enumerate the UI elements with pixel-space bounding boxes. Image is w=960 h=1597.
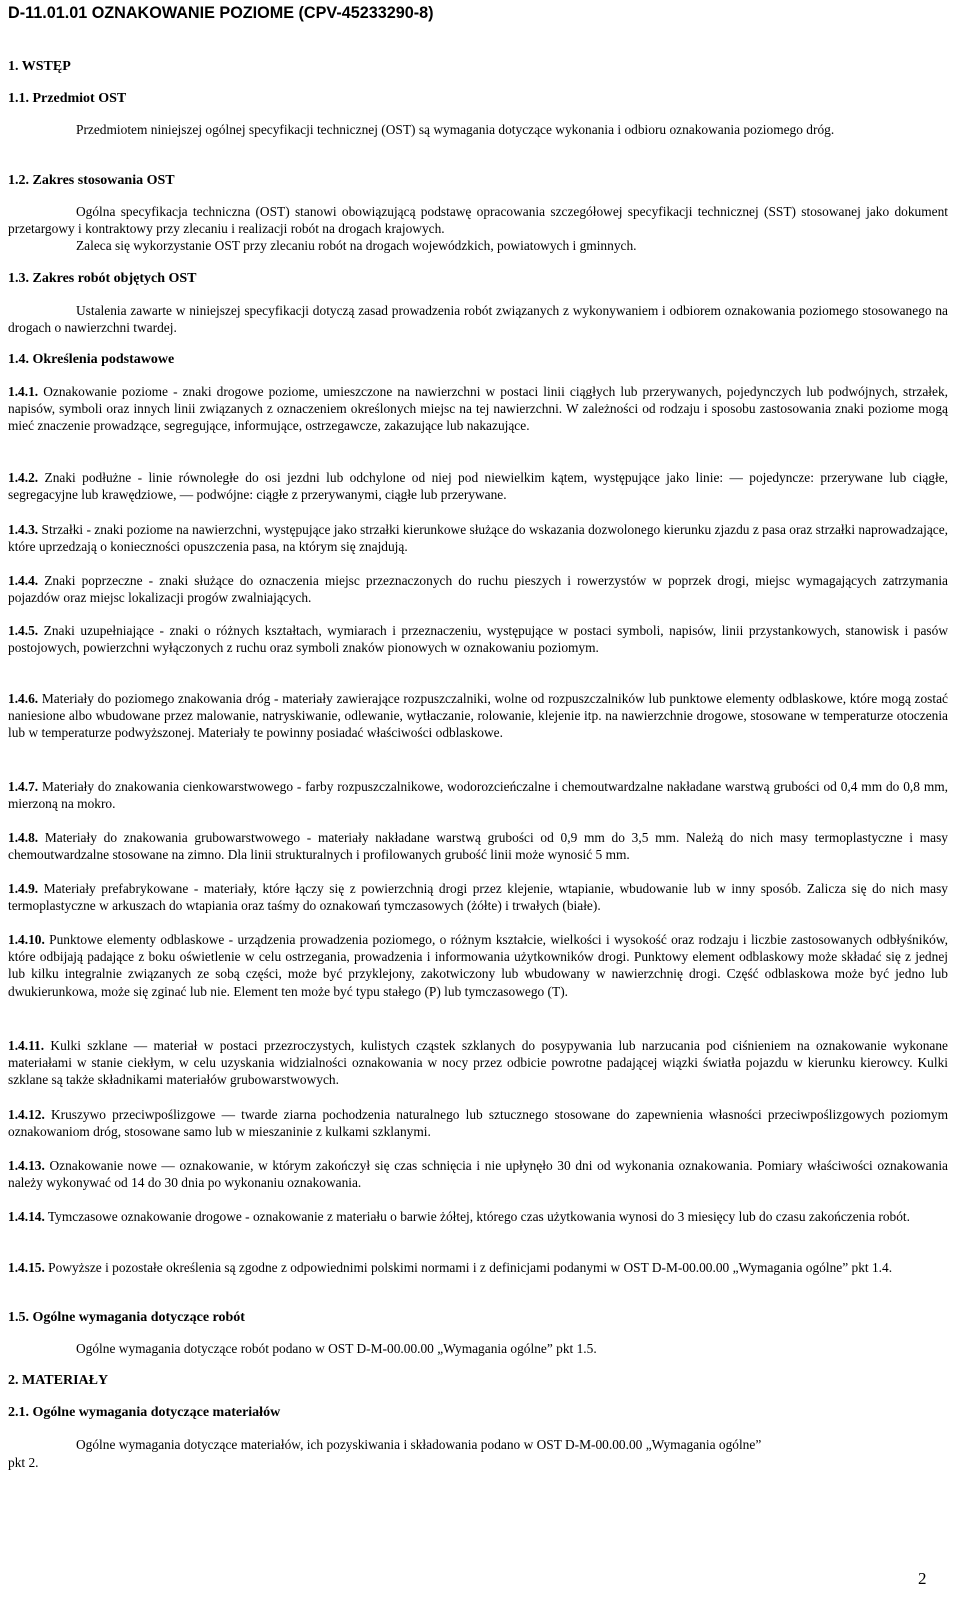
section-heading-1-2: 1.2. Zakres stosowania OST [8, 173, 175, 188]
definition-item: 1.4.3. Strzałki - znaki poziome na nawierzchni, występujące jako strzałki kierunkowe służące do wskazania dozwolonego kierunku zjazdu z pasa oraz strzałki naprowadzające, które uprzedzają o konieczności opuszczenia pasa, na którym się znajdują. [8, 522, 948, 555]
paragraph-1-2-b: Zaleca się wykorzystanie OST przy zlecaniu robót na drogach wojewódzkich, powiatowych i gminnych. [76, 238, 637, 253]
definition-item: 1.4.15. Powyższe i pozostałe określenia są zgodne z odpowiednimi polskimi normami i z definicjami podanymi w OST D-M-00.00.00 „Wymagania ogólne” pkt 1.4. [8, 1260, 893, 1275]
paragraph-1-2: Ogólna specyfikacja techniczna (OST) stanowi obowiązującą podstawę opracowania szczegółowej specyfikacji technicznej (SST) stosowanej jako dokument przetargowy i kontraktowy przy zlecaniu i realizacji robót na drogach krajowych. [8, 204, 948, 237]
page-number: 2 [918, 1569, 927, 1588]
paragraph-2-1: Ogólne wymagania dotyczące materiałów, ich pozyskiwania i składowania podano w OST D-M-00.00.00 „Wymagania ogólne” [76, 1437, 762, 1452]
paragraph-2-1-tail: pkt 2. [8, 1455, 39, 1470]
paragraph-1-1: Przedmiotem niniejszej ogólnej specyfikacji technicznej (OST) są wymagania dotyczące wykonania i odbioru oznakowania poziomego dróg. [76, 122, 835, 137]
definition-item: 1.4.4. Znaki poprzeczne - znaki służące do oznaczenia miejsc przeznaczonych do ruchu pieszych i rowerzystów w poprzek drogi, miejsc wymagających zatrzymania pojazdów oraz miejsc lokalizacji progów zwalniających. [8, 573, 948, 606]
section-heading-2-1: 2.1. Ogólne wymagania dotyczące materiałów [8, 1405, 281, 1420]
section-heading-1-4: 1.4. Określenia podstawowe [8, 352, 175, 367]
definition-item: 1.4.13. Oznakowanie nowe — oznakowanie, w którym zakończył się czas schnięcia i nie upłynęło 30 dni od wykonania oznakowania. Pomiary właściwości oznakowania należy wykonywać od 14 do 30 dnia po wykonaniu oznakowania. [8, 1158, 948, 1191]
definition-item: 1.4.9. Materiały prefabrykowane - materiały, które łączy się z powierzchnią drogi przez klejenie, wtapianie, wbudowanie lub w inny sposób. Zalicza się do nich masy termoplastyczne w arkuszach do wtapiania oraz taśmy do oznakowań tymczasowych (żółte) i trwałych (białe). [8, 881, 948, 914]
definition-item: 1.4.7. Materiały do znakowania cienkowarstwowego - farby rozpuszczalnikowe, wodorozcieńczalne i chemoutwardzalne nakładane warstwą grubości od 0,4 mm do 0,8 mm, mierzoną na mokro. [8, 779, 948, 812]
definition-item: 1.4.1. Oznakowanie poziome - znaki drogowe poziome, umieszczone na nawierzchni w postaci linii ciągłych lub przerywanych, pojedynczych lub podwójnych, strzałek, napisów, symboli oraz innych linii związanych z oznaczeniem określonych miejsc na tej nawierzchni. W zależności od rodzaju i sposobu zastosowania znaki poziome mogą mieć znaczenie prowadzące, segregujące, informujące, ostrzegawcze, zakazujące lub nakazujące. [8, 384, 948, 434]
section-heading-1: 1. WSTĘP [8, 59, 71, 74]
section-heading-1-3: 1.3. Zakres robót objętych OST [8, 271, 197, 286]
section-heading-1-1: 1.1. Przedmiot OST [8, 91, 127, 106]
definition-item: 1.4.14. Tymczasowe oznakowanie drogowe - oznakowanie z materiału o barwie żółtej, którego czas użytkowania wynosi do 3 miesięcy lub do czasu zakończenia robót. [8, 1209, 911, 1224]
definition-item: 1.4.10. Punktowe elementy odblaskowe - urządzenia prowadzenia poziomego, o różnym kształcie, wielkości i wysokość oraz rodzaju i liczbie zastosowanych odbłyśników, które odbijają padające z boku oświetlenie w celu ostrzegania, prowadzenia i informowania użytkowników drogi. Punktowy element odblaskowy może składać się z jednej lub kilku integralnie związanych ze sobą części, może być przyklejony, zakotwiczony lub wbudowany w nawierzchnię drogi. Część odblaskowa może być jedno lub dwukierunkowa, może się zginać lub nie. Element ten może być typu stałego (P) lub tymczasowego (T). [8, 932, 948, 999]
definition-item: 1.4.12. Kruszywo przeciwpoślizgowe — twarde ziarna pochodzenia naturalnego lub sztucznego stosowane do zapewnienia własności przeciwpoślizgowych poziomym oznakowaniom dróg, stosowane samo lub w mieszaninie z kulkami szklanymi. [8, 1107, 948, 1140]
paragraph-1-3: Ustalenia zawarte w niniejszej specyfikacji dotyczą zasad prowadzenia robót związanych z wykonywaniem i odbiorem oznakowania poziomego stosowanego na drogach o nawierzchni twardej. [8, 303, 948, 336]
definition-item: 1.4.5. Znaki uzupełniające - znaki o różnych kształtach, wymiarach i przeznaczeniu, występujące w postaci symboli, napisów, linii przystankowych, stanowisk i pasów postojowych, powierzchni wyłączonych z ruchu oraz symboli znaków pionowych w oznakowaniu poziomym. [8, 623, 948, 656]
definition-item: 1.4.2. Znaki podłużne - linie równoległe do osi jezdni lub odchylone od niej pod niewielkim kątem, występujące jako linie: — pojedyncze: przerywane lub ciągłe, segregacyjne lub krawędziowe, — podwójne: ciągłe z przerywanymi, ciągłe lub przerywane. [8, 470, 948, 503]
document-title: D-11.01.01 OZNAKOWANIE POZIOME (CPV-45233290-8) [8, 4, 434, 22]
definition-item: 1.4.8. Materiały do znakowania grubowarstwowego - materiały nakładane warstwą grubości od 0,9 mm do 3,5 mm. Należą do nich masy termoplastyczne i masy chemoutwardzalne stosowane na zimno. Dla linii strukturalnych i profilowanych grubość linii może wynosić 5 mm. [8, 830, 948, 863]
definition-item: 1.4.11. Kulki szklane — materiał w postaci przezroczystych, kulistych cząstek szklanych do posypywania lub narzucania pod ciśnieniem na oznakowanie wykonane materiałami w stanie ciekłym, w celu uzyskania widzialności oznakowania w nocy przez odbicie powrotne padającej wiązki światła pojazdu w kierunku kierowcy. Kulki szklane są także składnikami materiałów grubowarstwowych. [8, 1038, 948, 1088]
paragraph-1-5: Ogólne wymagania dotyczące robót podano w OST D-M-00.00.00 „Wymagania ogólne” pkt 1.5. [76, 1341, 597, 1356]
definition-item: 1.4.6. Materiały do poziomego znakowania dróg - materiały zawierające rozpuszczalniki, wolne od rozpuszczalników lub punktowe elementy odblaskowe, które mogą zostać naniesione albo wbudowane przez malowanie, natryskiwanie, odlewanie, wytłaczanie, rolowanie, klejenie itp. na nawierzchnie drogowe, stosowane w temperaturze otoczenia lub w temperaturze podwyższonej. Materiały te powinny posiadać właściwości odblaskowe. [8, 691, 948, 741]
section-heading-2: 2. MATERIAŁY [8, 1373, 109, 1388]
document-page [8, 0, 948, 1597]
section-heading-1-5: 1.5. Ogólne wymagania dotyczące robót [8, 1310, 245, 1325]
